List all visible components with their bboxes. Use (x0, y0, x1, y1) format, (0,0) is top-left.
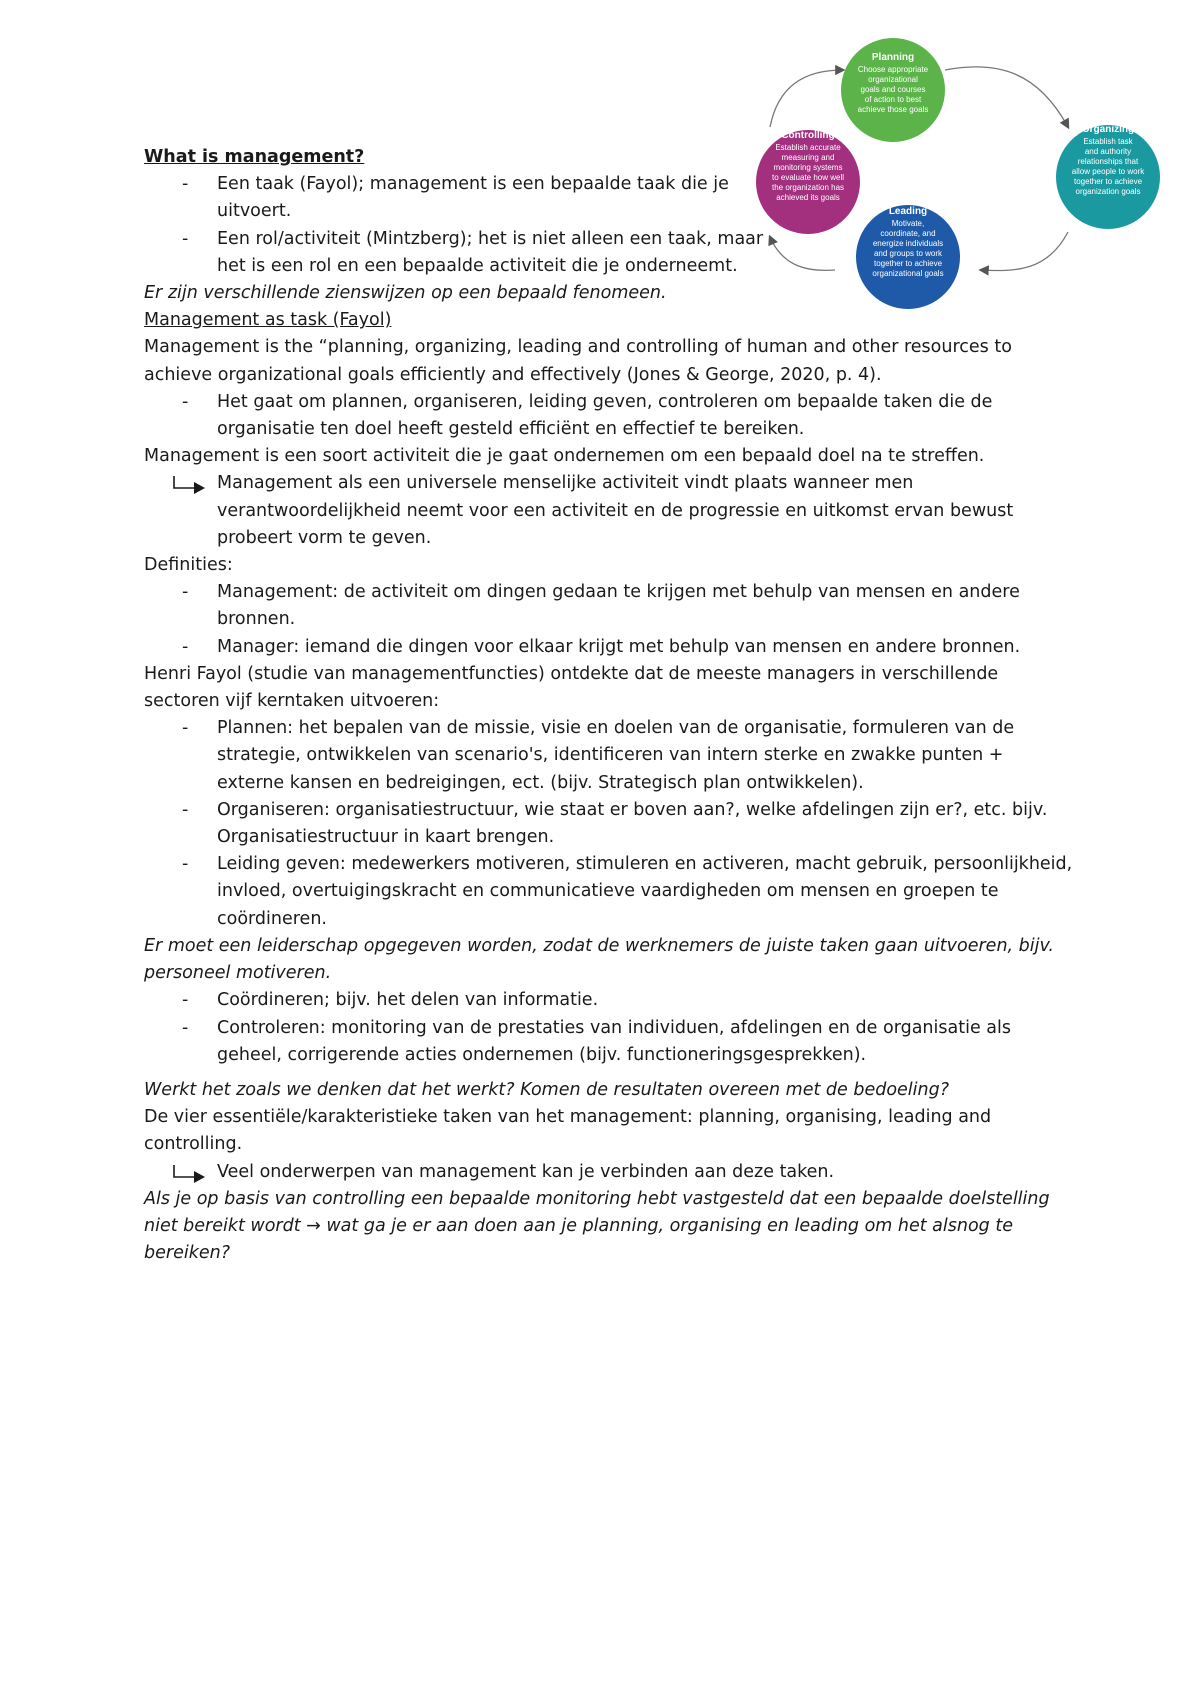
planning-desc-2: organizational (868, 75, 918, 84)
intro-list (144, 171, 784, 280)
planning-desc-1: Choose appropriate (857, 65, 929, 74)
list-item: - Plannen: het bepalen van de missie, visie en doelen van de organisatie, formuleren van de strategie, ontwikkelen van scenario's, identificeren van intern sterke en zwakke punten + externe kansen en bedreigingen, ect. (bijv. Strategisch plan ontwikkelen). (144, 715, 1074, 797)
planning-title: Planning (871, 52, 915, 63)
leading-desc-1: Motivate, (891, 219, 925, 228)
leading-desc-2: coordinate, and (880, 229, 936, 238)
organizing-desc-3: relationships that (1077, 157, 1139, 166)
leading-desc-3: energize individuals (872, 239, 944, 248)
organizing-title: Organizing (1081, 124, 1135, 135)
section-title: Management as task (Fayol) (144, 310, 392, 331)
controlling-desc-5: the organization has (771, 183, 845, 192)
leading-desc-6: organizational goals (872, 269, 944, 278)
document-body (144, 144, 1074, 1267)
list-item: - Management: de activiteit om dingen gedaan te krijgen met behulp van mensen en andere bronnen. (144, 579, 1074, 633)
final-note: Als je op basis van controlling een bepaalde monitoring hebt vastgesteld dat een bepaalde doelstelling niet bereikt wordt → wat ga je er aan doen aan je planning, organising en leading om het alsnog te bereiken? (144, 1188, 1050, 1264)
organizing-desc-5: together to achieve (1073, 177, 1143, 186)
organizing-desc-6: organization goals (1075, 187, 1141, 196)
definitions-list (144, 579, 1074, 661)
leadership-note: Er moet een leiderschap opgegeven worden, zodat de werknemers de juiste taken gaan uitvoeren, bijv. personeel motiveren. (144, 935, 1054, 984)
planning-circle (841, 38, 945, 142)
arrow-note (144, 1159, 1074, 1186)
views-note: Er zijn verschillende zienswijzen op een bepaald fenomeen. (144, 283, 667, 304)
leading-desc-5: together to achieve (873, 259, 943, 268)
page-title: What is management? (144, 147, 365, 167)
list-item: - Controleren: monitoring van de prestaties van individuen, afdelingen en de organisatie als geheel, corrigerende acties ondernemen (bijv. functioneringsgesprekken). (144, 1015, 1074, 1069)
list-item: - Een taak (Fayol); management is een bepaalde taak die je uitvoert. (144, 171, 784, 225)
list-item: - Manager: iemand die dingen voor elkaar krijgt met behulp van mensen en andere bronnen. (144, 634, 1074, 661)
organizing-desc-2: and authority (1084, 147, 1132, 156)
question-line: Werkt het zoals we denken dat het werkt? Komen de resultaten overeen met de bedoeling? (144, 1079, 950, 1100)
controlling-desc-3: monitoring systems (773, 163, 843, 172)
return-arrow-icon (172, 476, 208, 494)
four-tasks-line: De vier essentiële/karakteristieke taken van het management: planning, organising, leading and controlling. (144, 1107, 992, 1155)
core-tasks-list-b (144, 987, 1074, 1069)
leading-title: Leading (888, 206, 928, 217)
planning-desc-4: of action to best (864, 95, 922, 104)
organizing-desc-4: allow people to work (1071, 167, 1145, 176)
cycle-arrow-planning-organizing (945, 67, 1068, 127)
planning-desc-3: goals and courses (860, 85, 926, 94)
list-item: - Leiding geven: medewerkers motiveren, stimuleren en activeren, macht gebruik, persoonlijkheid, invloed, overtuigingskracht en communicatieve vaardigheden om mensen en groepen te coördineren. (144, 851, 1074, 933)
return-arrow-icon (172, 1165, 208, 1183)
fayol-intro: Henri Fayol (studie van managementfuncties) ontdekte dat de meeste managers in verschillende sectoren vijf kerntaken uitvoeren: (144, 663, 999, 712)
controlling-desc-6: achieved its goals (776, 193, 840, 202)
controlling-desc-2: measuring and (781, 153, 835, 162)
activity-line: Management is een soort activiteit die je gaat ondernemen om een bepaald doel na te streffen. (144, 446, 985, 467)
definition-paragraph: Management is the “planning, organizing, leading and controlling of human and other resources to achieve organizational goals efficiently and effectively (Jones & George, 2020, p. 4). (144, 337, 1012, 385)
core-tasks-list-a (144, 715, 1074, 933)
list-item: - Een rol/activiteit (Mintzberg); het is niet alleen een taak, maar het is een rol en een bepaalde activiteit die je onderneemt. (144, 226, 784, 280)
list-item: - Het gaat om plannen, organiseren, leiding geven, controleren om bepaalde taken die de organisatie ten doel heeft gesteld efficiënt en effectief te bereiken. (144, 389, 1074, 443)
arrow-note-text: Management als een universele menselijke activiteit vindt plaats wanneer men verantwoordelijkheid neemt voor een activiteit en de progressie en uitkomst ervan bewust probeert vorm te geven. (217, 473, 1014, 548)
list-item: - Coördineren; bijv. het delen van informatie. (144, 987, 1074, 1014)
leading-desc-4: and groups to work (873, 249, 943, 258)
planning-desc-5: achieve those goals (857, 105, 929, 114)
controlling-desc-4: to evaluate how well (771, 173, 845, 182)
arrow-note (144, 470, 1074, 552)
definition-list (144, 389, 1074, 443)
organizing-desc-1: Establish task (1083, 137, 1133, 146)
controlling-title: Controlling (781, 130, 835, 141)
cycle-arrow-controlling-planning (770, 70, 843, 127)
list-item: - Organiseren: organisatiestructuur, wie staat er boven aan?, welke afdelingen zijn er?, etc. bijv. Organisatiestructuur in kaart brengen. (144, 797, 1074, 851)
definitions-label: Definities: (144, 555, 233, 576)
arrow-note-text: Veel onderwerpen van management kan je verbinden aan deze taken. (217, 1161, 835, 1182)
controlling-desc-1: Establish accurate (775, 143, 841, 152)
